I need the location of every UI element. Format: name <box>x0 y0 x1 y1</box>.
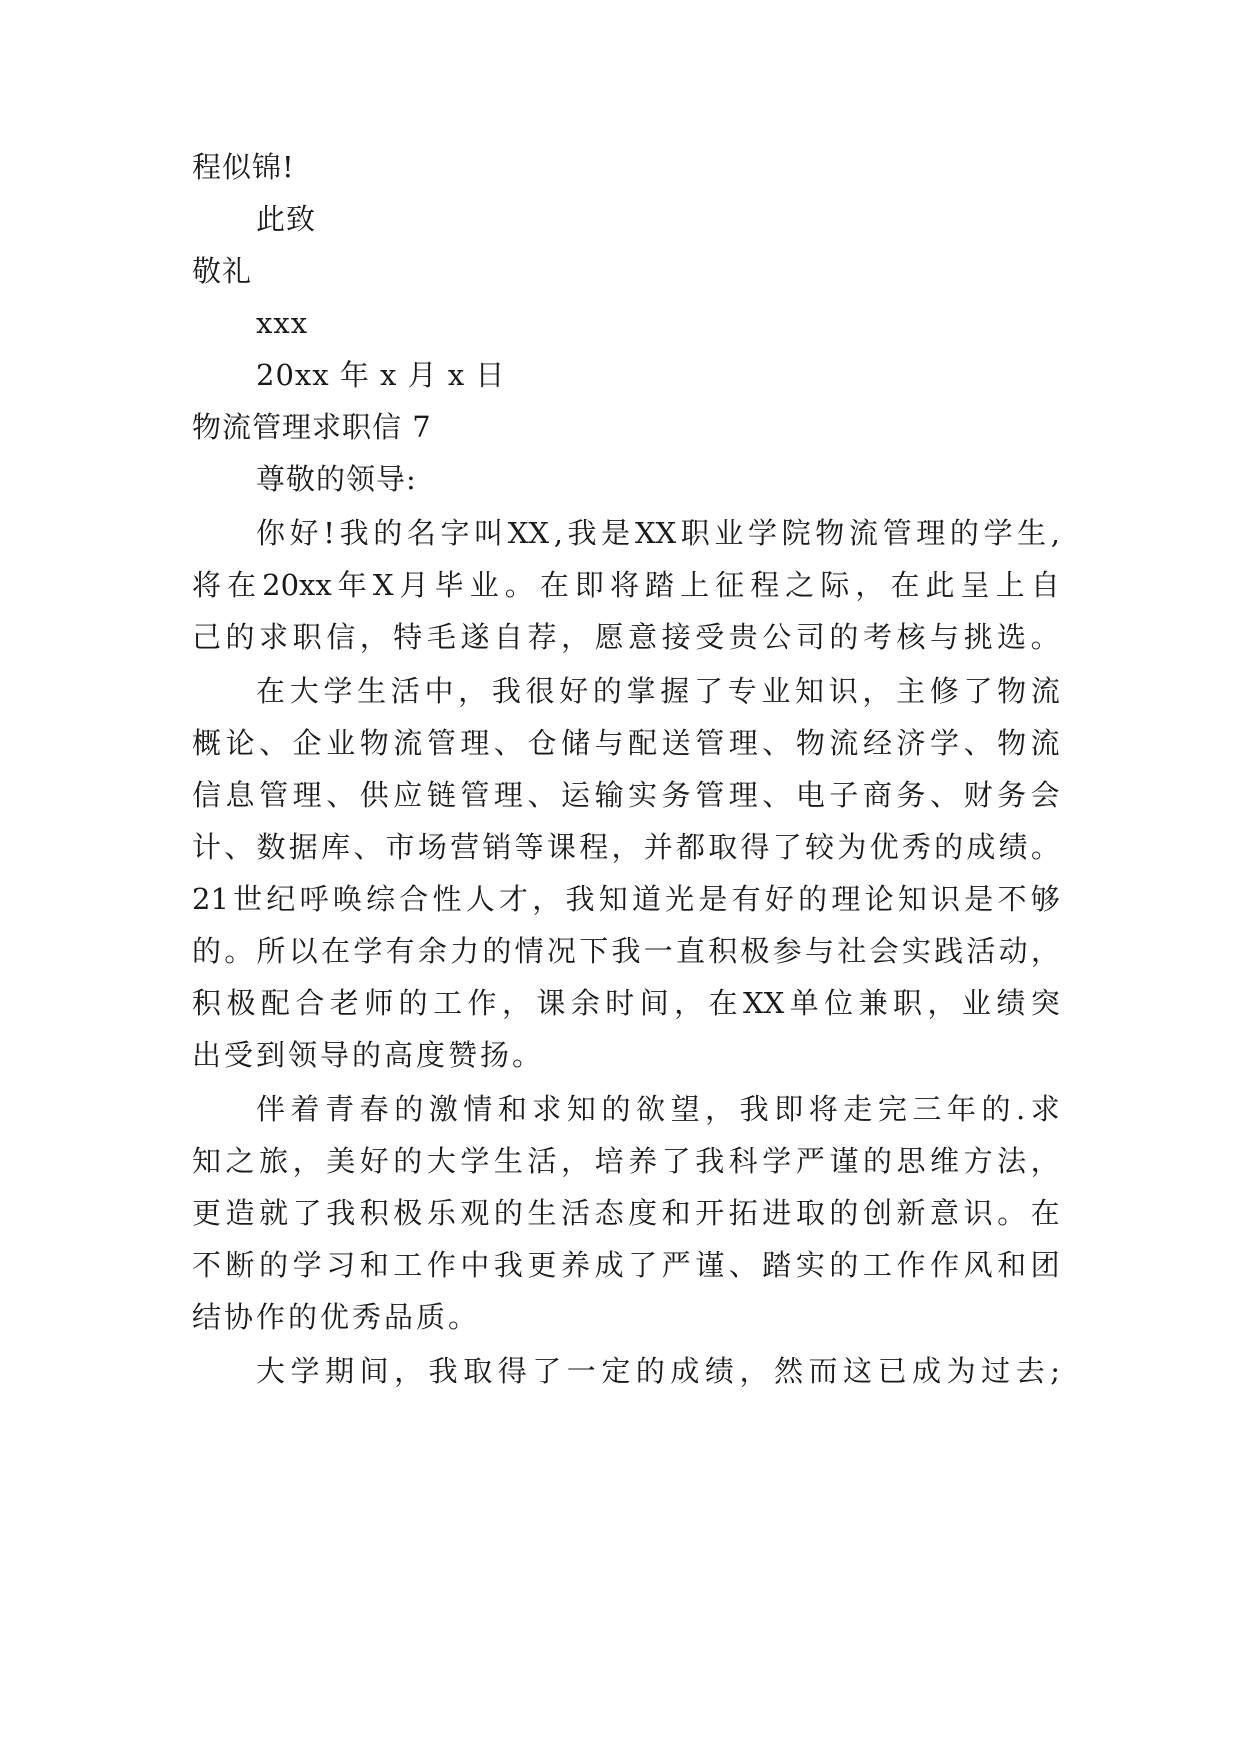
paragraph-line: 知 之 旅 ， 美 好 的 大 学 生 活 ， 培 养 了 我 科 学 严 谨 的 思 维 方 法 ， <box>192 1144 1060 1178</box>
paragraph-line: 大 学 期 间 ， 我 取 得 了 一 定 的 成 绩 ， 然 而 这 已 成 为 过 去 ; <box>256 1354 1060 1388</box>
paragraph-line: 己 的 求 职 信 ， 特 毛 遂 自 荐 ， 愿 意 接 受 贵 公 司 的 考 核 与 挑 选 。 <box>192 620 1060 654</box>
paragraph-line: 不 断 的 学 习 和 工 作 中 我 更 养 成 了 严 谨 、 踏 实 的 工 作 作 风 和 团 <box>192 1248 1060 1282</box>
respect-line: 敬礼 <box>192 254 253 288</box>
paragraph-line: 积 极 配 合 老 师 的 工 作 ， 课 余 时 间 ， 在 XX 单 位 兼 职 ， 业 绩 突 <box>192 986 1060 1020</box>
paragraph-line: 将 在 20xx 年 X 月 毕 业 。 在 即 将 踏 上 征 程 之 际 ， 在 此 呈 上 自 <box>192 568 1060 602</box>
paragraph-line: 伴 着 青 春 的 激 情 和 求 知 的 欲 望 ， 我 即 将 走 完 三 年 的 . 求 <box>256 1092 1060 1126</box>
paragraph-line: 结协作的优秀品质。 <box>192 1300 481 1334</box>
paragraph-line: 出受到领导的高度赞扬。 <box>192 1038 545 1072</box>
paragraph-line: 在 大 学 生 活 中 ， 我 很 好 的 掌 握 了 专 业 知 识 ， 主 修 了 物 流 <box>256 674 1060 708</box>
closing-line: 程似锦! <box>192 150 295 184</box>
greeting: 尊敬的领导: <box>256 462 417 496</box>
letter-heading: 物流管理求职信 7 <box>192 410 432 444</box>
signature: xxx <box>256 306 309 340</box>
paragraph-line: 计 、 数 据 库 、 市 场 营 销 等 课 程 ， 并 都 取 得 了 较 为 优 秀 的 成 绩 。 <box>192 830 1060 864</box>
paragraph-line: 21 世 纪 呼 唤 综 合 性 人 才 ， 我 知 道 光 是 有 好 的 理 论 知 识 是 不 够 <box>192 882 1060 916</box>
date: 20xx 年 x 月 x 日 <box>256 358 506 392</box>
paragraph-line: 更 造 就 了 我 积 极 乐 观 的 生 活 态 度 和 开 拓 进 取 的 创 新 意 识 。 在 <box>192 1196 1060 1230</box>
salutation-close: 此致 <box>256 202 317 236</box>
paragraph-line: 的 。 所 以 在 学 有 余 力 的 情 况 下 我 一 直 积 极 参 与 社 会 实 践 活 动 ， <box>192 934 1060 968</box>
paragraph-line: 你 好 ! 我 的 名 字 叫 XX , 我 是 XX 职 业 学 院 物 流 管 理 的 学 生 , <box>256 516 1060 550</box>
paragraph-line: 概 论 、 企 业 物 流 管 理 、 仓 储 与 配 送 管 理 、 物 流 经 济 学 、 物 流 <box>192 726 1060 760</box>
paragraph-line: 信 息 管 理 、 供 应 链 管 理 、 运 输 实 务 管 理 、 电 子 商 务 、 财 务 会 <box>192 778 1060 812</box>
